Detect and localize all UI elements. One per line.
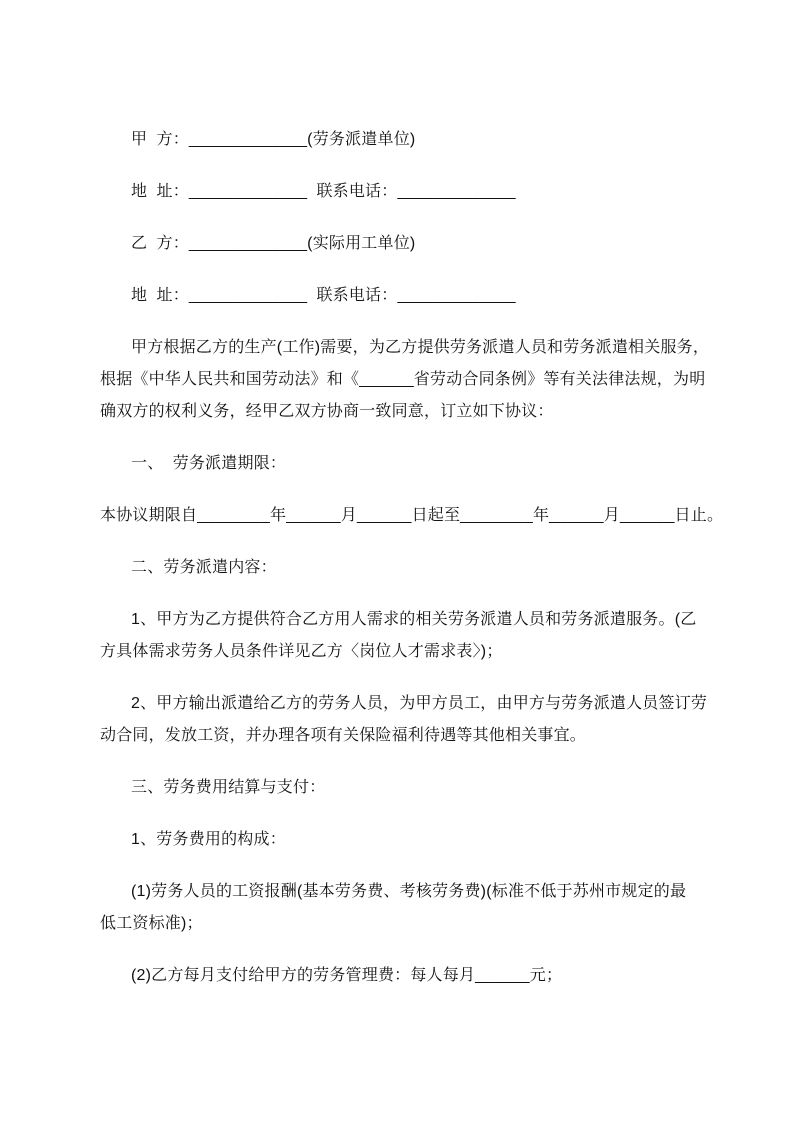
text-line: 甲方根据乙方的生产(工作)需要，为乙方提供劳务派遣人员和劳务派遣相关服务， — [131, 339, 710, 356]
text-line: 低工资标准)； — [100, 915, 203, 932]
party-b-address-line — [100, 280, 715, 312]
party-a-address-line — [100, 176, 715, 208]
text-line: 二、劳务派遣内容： — [131, 559, 277, 576]
text-line: 1、甲方为乙方提供符合乙方用人需求的相关劳务派遣人员和劳务派遣服务。(乙 — [131, 611, 697, 628]
text-line: (1)劳务人员的工资报酬(基本劳务费、考核劳务费)(标准不低于苏州市规定的最 — [131, 883, 687, 900]
text-line: 一、 劳务派遣期限： — [131, 455, 287, 472]
term-duration-line — [100, 500, 724, 532]
section-1-heading — [100, 448, 715, 480]
text-line: 动合同，发放工资，并办理各项有关保险福利待遇等其他相关事宜。 — [100, 727, 587, 744]
text-line: 地 址：_____________ 联系电话：_____________ — [131, 183, 516, 200]
section-2-heading — [100, 552, 715, 584]
party-a-line — [100, 124, 715, 156]
party-b-line — [100, 228, 715, 260]
text-line: 根据《中华人民共和国劳动法》和《______省劳动合同条例》等有关法律法规，为明 — [100, 371, 706, 388]
preamble-paragraph — [100, 332, 715, 428]
clause-2-2 — [100, 688, 715, 752]
text-line: 方具体需求劳务人员条件详见乙方〈岗位人才需求表〉)； — [100, 643, 503, 660]
text-line: 乙 方：_____________(实际用工单位) — [131, 235, 416, 252]
clause-2-1 — [100, 604, 715, 668]
clause-3-1-2 — [100, 960, 715, 992]
text-line: 1、劳务费用的构成： — [131, 831, 286, 848]
clause-3-1 — [100, 824, 715, 856]
text-line: 2、甲方输出派遣给乙方的劳务人员，为甲方员工，由甲方与劳务派遣人员签订劳 — [131, 695, 708, 712]
text-line: 本协议期限自________年______月______日起至________年______月______日止。 — [100, 507, 724, 524]
text-line: (2)乙方每月支付给甲方的劳务管理费：每人每月______元； — [131, 967, 563, 984]
clause-3-1-1 — [100, 876, 715, 940]
text-line: 地 址：_____________ 联系电话：_____________ — [131, 287, 516, 304]
section-3-heading — [100, 772, 715, 804]
text-line: 确双方的权利义务，经甲乙双方协商一致同意，订立如下协议： — [100, 403, 554, 420]
text-line: 甲 方：_____________(劳务派遣单位) — [131, 131, 416, 148]
text-line: 三、劳务费用结算与支付： — [131, 779, 326, 796]
